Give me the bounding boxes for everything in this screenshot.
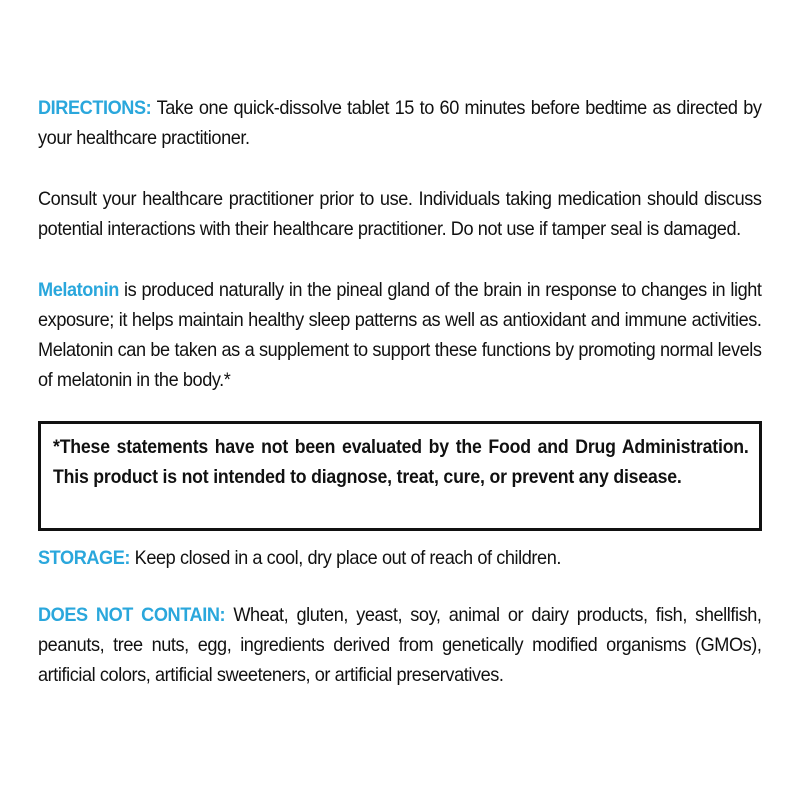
directions-label: DIRECTIONS: — [38, 97, 152, 119]
melatonin-label: Melatonin — [38, 279, 119, 301]
does-not-contain-text: Wheat, gluten, yeast, soy, animal or dairy products, fish, shellfish, peanuts, tree nuts, egg, ingredients derived from genetically modified organisms (GMOs), artificial colors, artificial sweeteners, or artificial preservatives. — [38, 604, 762, 686]
melatonin-paragraph — [38, 275, 762, 395]
storage-paragraph — [38, 543, 762, 573]
directions-paragraph — [38, 93, 762, 153]
does-not-contain-label: DOES NOT CONTAIN: — [38, 604, 226, 626]
consult-paragraph: Consult your healthcare practitioner prior to use. Individuals taking medication should discuss potential interactions with their healthcare practitioner. Do not use if tamper seal is damaged. — [38, 188, 762, 240]
fda-disclaimer-text: *These statements have not been evaluated by the Food and Drug Administration. This product is not intended to diagnose, treat, cure, or prevent any disease. — [53, 437, 749, 488]
melatonin-text: is produced naturally in the pineal gland of the brain in response to changes in light exposure; it helps maintain healthy sleep patterns as well as antioxidant and immune activities. Melatonin can be taken as a supplement to support these functions by promoting normal levels of melatonin in the body.* — [38, 279, 762, 391]
storage-label: STORAGE: — [38, 547, 131, 569]
label-panel — [38, 93, 762, 690]
directions-text: Take one quick-dissolve tablet 15 to 60 minutes before bedtime as directed by your healthcare practitioner. — [38, 97, 762, 149]
fda-disclaimer-box — [38, 421, 762, 531]
storage-text: Keep closed in a cool, dry place out of reach of children. — [130, 547, 562, 569]
does-not-contain-paragraph — [38, 600, 762, 690]
